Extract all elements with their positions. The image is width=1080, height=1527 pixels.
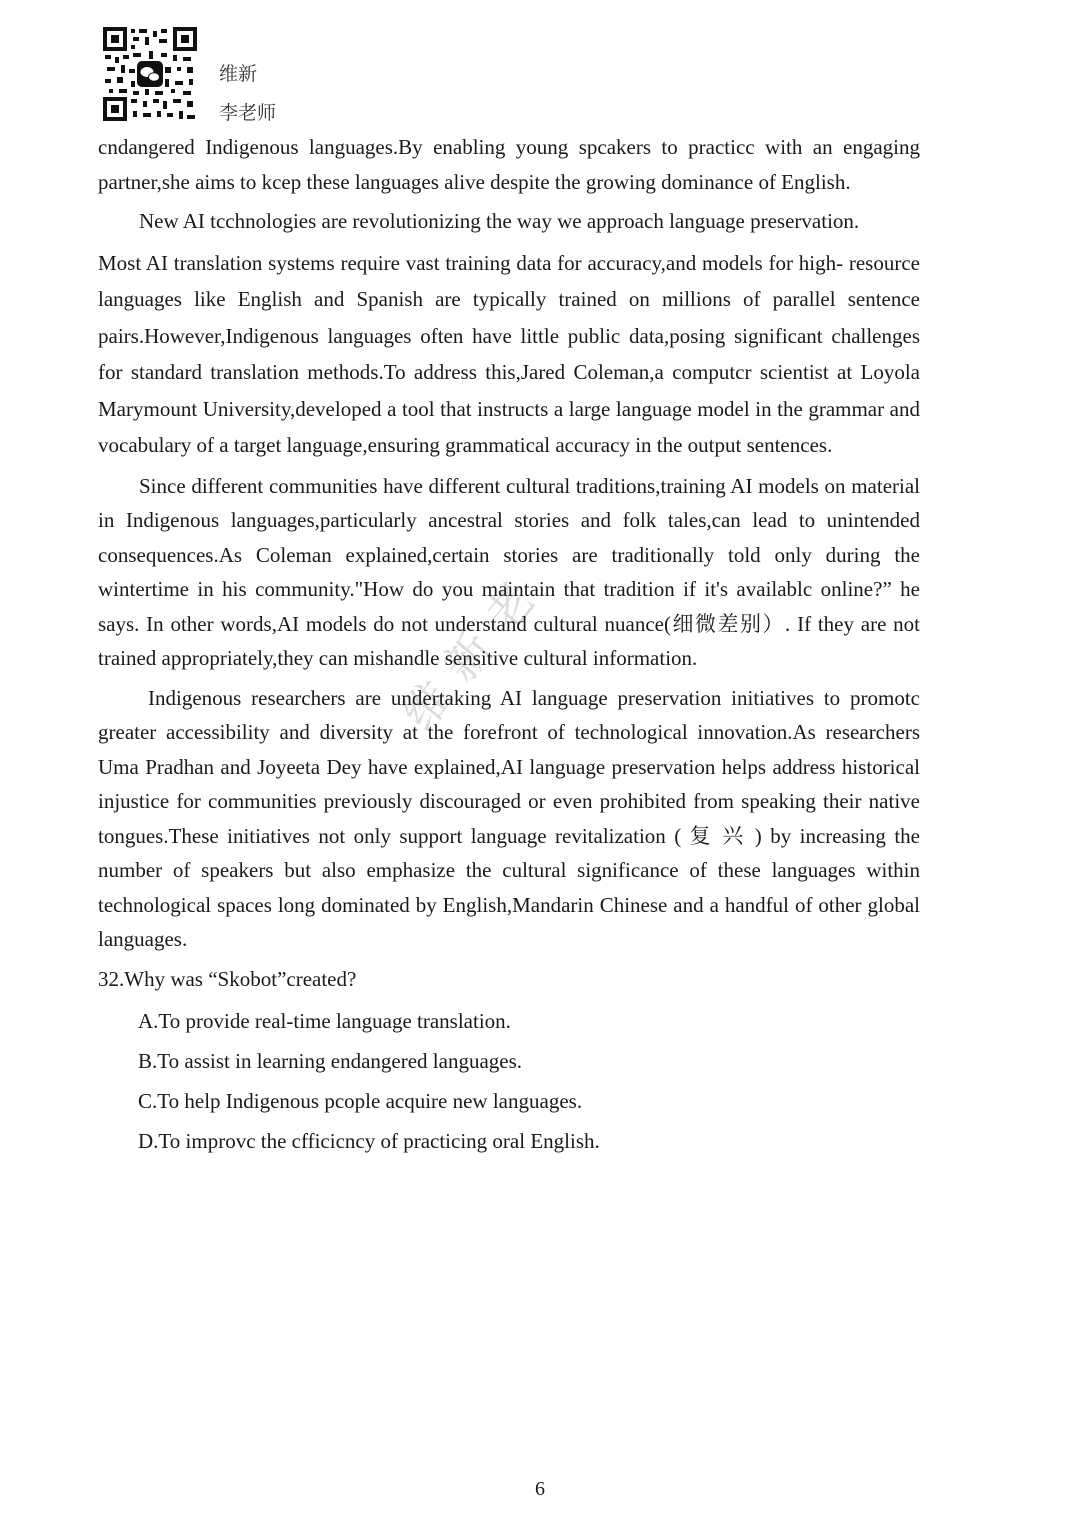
question-stem: 32.Why was “Skobot”created? xyxy=(98,966,357,991)
option-d: D.To improvc the cfficicncy of practicing oral English. xyxy=(138,1128,600,1153)
document-body xyxy=(98,130,920,1164)
paragraph-2-first-line: New AI tcchnologies are revolutionizing the way we approach language preservation. xyxy=(139,209,860,233)
paragraph-4: Indigenous researchers are undertaking AI language preservation initiatives to promotc greater accessibility and diversity at the forefront of technological innovation.As researchers Uma Pradhan and Joyeeta Dey have explained,AI language preservation helps address historical injustice for communities previously discouraged or even prohibited from speaking their native tongues.These initiatives not only support language revitalization ( 复 兴 ) by increasing the number of speakers but also emphasize the cultural significance of these languages within technological spaces long dominated by English,Mandarin Chinese and a handful of other global languages. xyxy=(98,685,920,951)
paragraph-2-body: Most AI translation systems require vast training data for accuracy,and models for high- resource languages like English and Spanish are typically trained on millions of parallel sentence pairs.However,Indigenous languages often have little public data,posing significant challenges for standard translation methods.To address this,Jared Coleman,a computcr scientist at Loyola Marymount University,developed a tool that instructs a large language model in the grammar and vocabulary of a target language,ensuring grammatical accuracy in the output sentences. xyxy=(98,250,920,457)
header-teacher: 李老师 xyxy=(219,102,277,124)
qr-code-icon xyxy=(103,27,197,121)
header-name: 维新 xyxy=(219,63,258,85)
watermark: 维新老 xyxy=(391,558,557,741)
option-c: C.To help Indigenous pcople acquire new languages. xyxy=(138,1088,583,1113)
paragraph-1: cndangered Indigenous languages.By enabling young spcakers to practicc with an engaging partner,she aims to kcep these languages alive despite the growing dominance of English. xyxy=(98,135,920,194)
paragraph-3: Since different communities have different cultural traditions,training AI models on material in Indigenous languages,particularly ancestral stories and folk tales,can lead to unintended consequences.As Coleman explained,certain stories are traditionally told only during the wintertime in his community."How do you maintain that tradition if it's availablc online?” he says. In other words,AI models do not understand cultural nuance(细微差别）. If they are not trained appropriately,they can mishandle sensitive cultural information. xyxy=(98,473,920,670)
page-number: 6 xyxy=(535,1478,545,1500)
option-a: A.To provide real-time language translation. xyxy=(138,1008,511,1033)
option-b: B.To assist in learning endangered languages. xyxy=(138,1048,523,1073)
